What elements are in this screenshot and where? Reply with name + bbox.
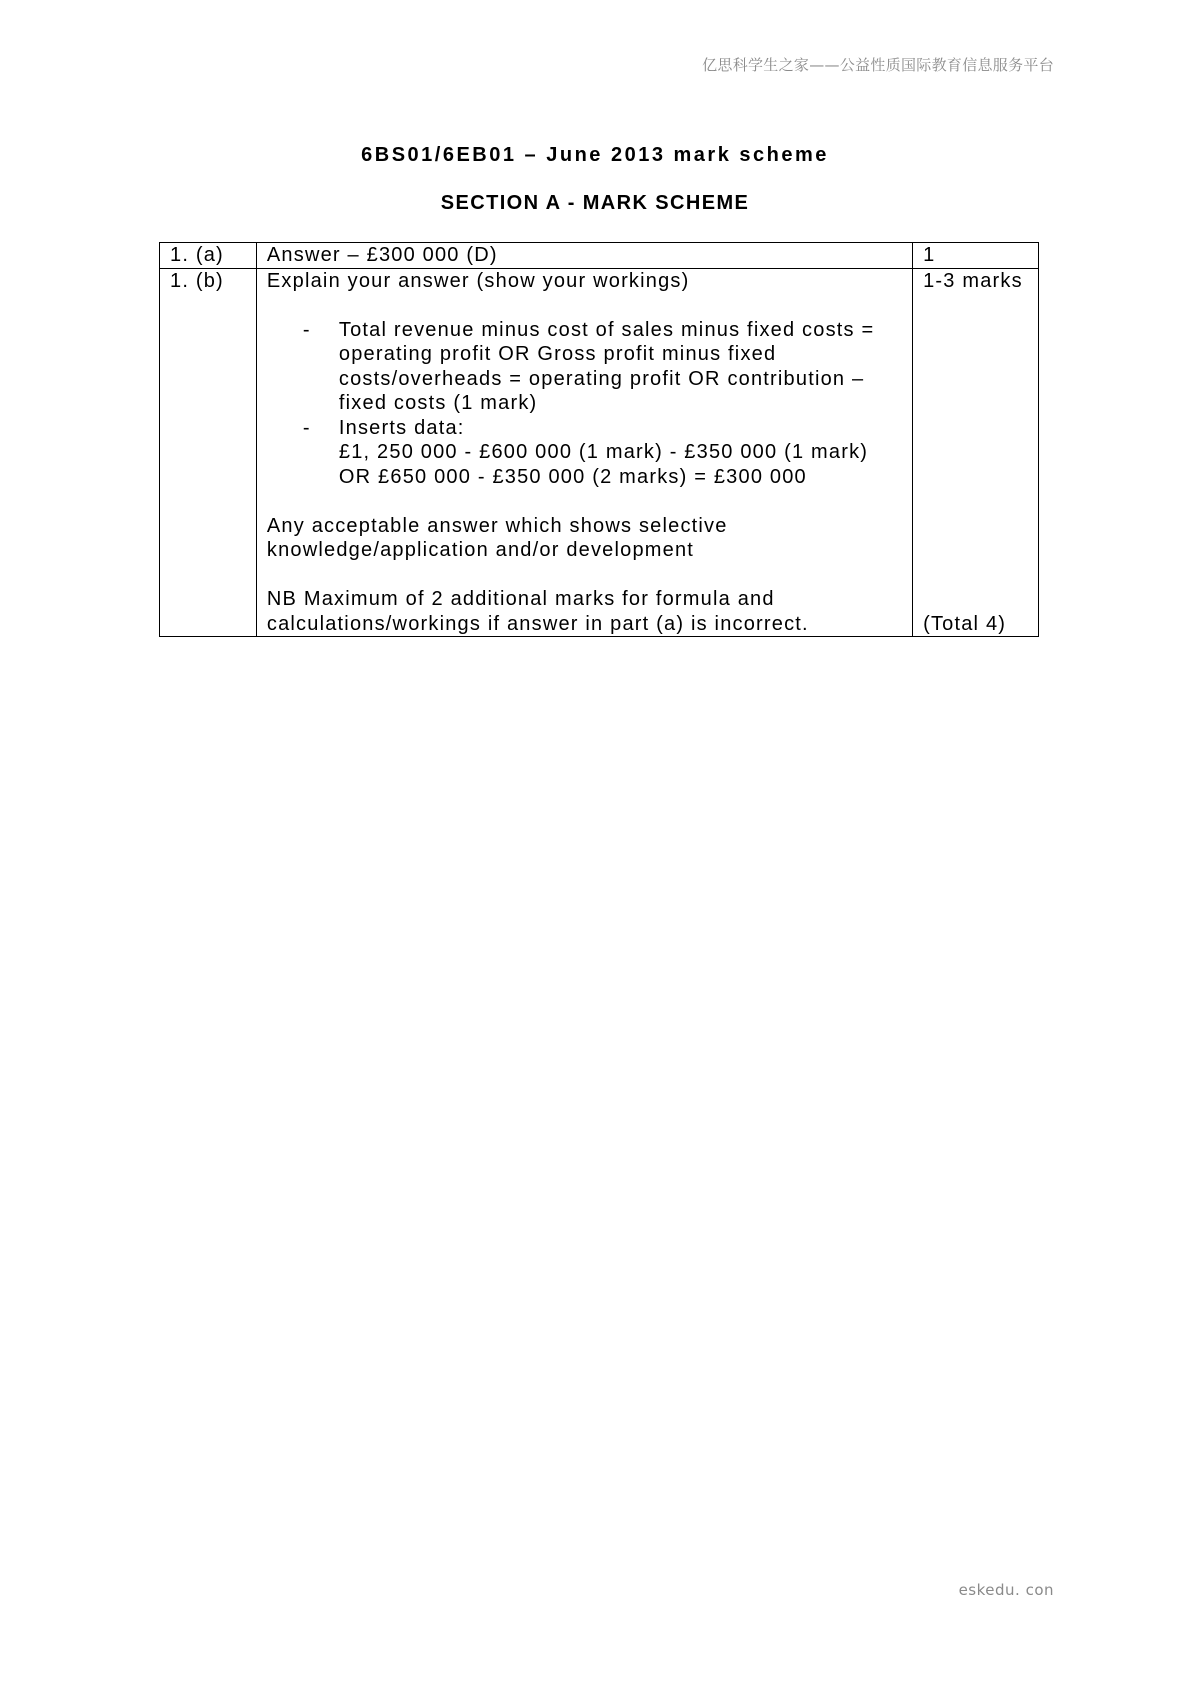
header-watermark: 亿思科学生之家——公益性质国际教育信息服务平台: [702, 56, 1054, 74]
document-title: 6BS01/6EB01 – June 2013 mark scheme: [361, 144, 829, 166]
bullet-line: Inserts data:: [338, 416, 465, 439]
maximum-marks-note: [267, 587, 902, 636]
mark-scheme-table: [159, 242, 1039, 637]
answer-cell: Answer – £300 000 (D): [256, 243, 912, 269]
explanation-heading: Explain your answer (show your workings): [266, 269, 690, 292]
bullet-line: £1, 250 000 - £600 000 (1 mark) - £350 000 (1 mark): [338, 441, 869, 463]
bullet-line: operating profit OR Gross profit minus fixed: [338, 343, 777, 365]
footer-watermark: eskedu. con: [958, 1581, 1054, 1599]
bullet-list: [267, 318, 902, 490]
note-line: calculations/workings if answer in part (a) is incorrect.: [266, 612, 809, 635]
bullet-line: fixed costs (1 mark): [338, 392, 538, 414]
note-line: Any acceptable answer which shows selective: [266, 514, 728, 537]
table-row: [160, 268, 1039, 637]
bullet-line: OR £650 000 - £350 000 (2 marks) = £300 000: [338, 465, 807, 488]
explanation-cell: [256, 268, 912, 637]
marks-cell: [913, 268, 1039, 637]
list-item: [267, 416, 902, 490]
list-item: [267, 318, 902, 416]
bullet-dash: -: [302, 416, 311, 439]
bullet-dash: -: [302, 318, 311, 341]
question-number-cell: 1. (b): [160, 268, 257, 637]
total-marks: (Total 4): [923, 612, 1007, 635]
bullet-line: costs/overheads = operating profit OR contribution –: [338, 367, 865, 390]
table-row: [160, 243, 1039, 269]
bullet-line: Total revenue minus cost of sales minus fixed costs =: [338, 318, 875, 341]
marks-cell: 1: [913, 243, 1039, 269]
note-line: NB Maximum of 2 additional marks for formula and: [266, 588, 775, 610]
question-number-cell: 1. (a): [160, 243, 257, 269]
note-line: knowledge/application and/or development: [266, 539, 695, 561]
acceptable-answer-note: [267, 514, 902, 563]
marks-range: 1-3 marks: [923, 269, 1023, 292]
section-title: SECTION A - MARK SCHEME: [440, 192, 750, 214]
